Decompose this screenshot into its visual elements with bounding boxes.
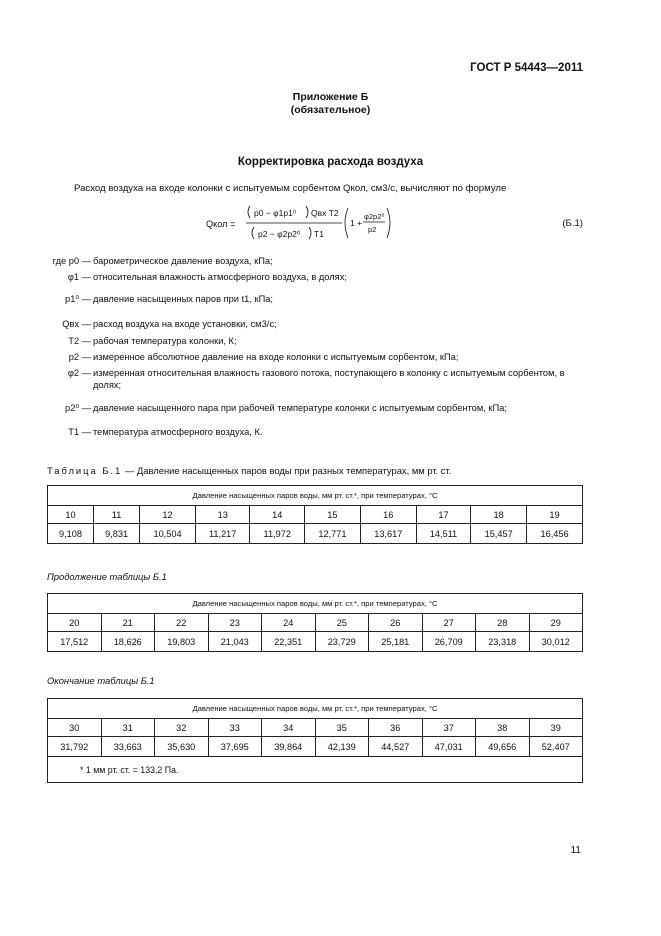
pressure-value-cell: 35,630	[155, 737, 209, 757]
temperature-cell: 27	[422, 614, 476, 632]
temperature-cell: 16	[360, 506, 416, 524]
temperature-cell: 12	[140, 506, 196, 524]
pressure-value-cell: 44,527	[369, 737, 423, 757]
table-caption-label: Таблица Б.1	[47, 465, 123, 476]
pressure-value-cell: 13,617	[360, 524, 416, 544]
section-title: Корректировка расхода воздуха	[237, 156, 424, 168]
svg-text:φ2p2⁰: φ2p2⁰	[364, 212, 385, 221]
variable-symbol: φ2 —	[67, 368, 91, 378]
pressure-table	[47, 698, 583, 783]
pressure-value-cell: 42,139	[315, 737, 369, 757]
temperature-cell: 34	[262, 719, 316, 737]
svg-text:Qвх T2: Qвх T2	[311, 208, 339, 218]
pressure-value-cell: 31,792	[48, 737, 102, 757]
table-header-cell: Давление насыщенных паров воды, мм рт. ст.*, при температурах, °С	[48, 594, 583, 614]
variable-description: барометрическое давление воздуха, кПа;	[93, 256, 273, 266]
temperature-cell: 37	[422, 719, 476, 737]
temperature-cell: 31	[101, 719, 155, 737]
temperature-cell: 30	[48, 719, 102, 737]
pressure-value-cell: 19,803	[155, 632, 209, 652]
pressure-value-cell: 9,831	[94, 524, 140, 544]
pressure-value-cell: 11,972	[250, 524, 305, 544]
temperature-cell: 38	[476, 719, 530, 737]
pressure-value-cell: 18,626	[101, 632, 155, 652]
variable-symbol: где p0 —	[52, 256, 91, 266]
pressure-value-cell: 9,108	[48, 524, 94, 544]
temperature-cell: 21	[101, 614, 155, 632]
temperature-cell: 17	[416, 506, 471, 524]
pressure-value-cell: 39,864	[262, 737, 316, 757]
pressure-value-cell: 26,709	[422, 632, 476, 652]
pressure-value-cell: 15,457	[471, 524, 527, 544]
appendix-title: Приложение Б	[292, 91, 369, 103]
temperature-cell: 36	[369, 719, 423, 737]
variable-symbol: p2 —	[68, 352, 91, 362]
appendix-note: (обязательное)	[290, 104, 371, 116]
temperature-cell: 35	[315, 719, 369, 737]
variable-description: рабочая температура колонки, К;	[93, 336, 237, 346]
table-header-cell: Давление насыщенных паров воды, мм рт. ст.*, при температурах, °С	[48, 486, 583, 506]
temperature-cell: 25	[315, 614, 369, 632]
temperature-cell: 28	[476, 614, 530, 632]
table-caption-text: — Давление насыщенных паров воды при разных температурах, мм рт. ст.	[124, 465, 452, 476]
pressure-value-cell: 23,318	[476, 632, 530, 652]
document-header: ГОСТ Р 54443—2011	[470, 62, 583, 74]
variable-symbol: φ1 —	[67, 272, 91, 282]
variable-description: давление насыщенных паров при t1, кПа;	[93, 294, 273, 304]
svg-text:p2: p2	[368, 225, 377, 234]
temperature-cell: 19	[527, 506, 583, 524]
pressure-value-cell: 37,695	[208, 737, 262, 757]
pressure-value-cell: 30,012	[529, 632, 583, 652]
pressure-value-cell: 12,771	[305, 524, 361, 544]
temperature-cell: 22	[155, 614, 209, 632]
variable-description: измеренное абсолютное давление на входе колонки с испытуемым сорбентом, кПа;	[93, 352, 459, 362]
temperature-cell: 39	[529, 719, 583, 737]
variable-symbol: Qвх —	[62, 319, 91, 329]
pressure-value-cell: 52,407	[529, 737, 583, 757]
pressure-value-cell: 33,663	[101, 737, 155, 757]
variable-symbol: T2 —	[68, 336, 91, 346]
variable-symbol: p2⁰ —	[65, 403, 91, 413]
pressure-value-cell: 22,351	[262, 632, 316, 652]
pressure-value-cell: 11,217	[195, 524, 250, 544]
svg-text:1 +: 1 +	[350, 218, 363, 228]
temperature-cell: 20	[48, 614, 102, 632]
variable-description: температура атмосферного воздуха, К.	[93, 427, 263, 437]
formula-body	[244, 200, 394, 248]
pressure-value-cell: 49,656	[476, 737, 530, 757]
temperature-cell: 18	[471, 506, 527, 524]
pressure-value-cell: 25,181	[369, 632, 423, 652]
table-footnote: * 1 мм рт. ст. = 133,2 Па.	[48, 757, 583, 783]
variable-symbol: T1 —	[68, 427, 91, 437]
variable-description: расход воздуха на входе установки, см3/с;	[93, 319, 277, 329]
variable-symbol: p1⁰ —	[65, 294, 91, 304]
pressure-value-cell: 47,031	[422, 737, 476, 757]
temperature-cell: 15	[305, 506, 361, 524]
temperature-cell: 11	[94, 506, 140, 524]
pressure-value-cell: 17,512	[48, 632, 102, 652]
table-caption	[47, 465, 451, 476]
pressure-value-cell: 16,456	[527, 524, 583, 544]
pressure-value-cell: 10,504	[140, 524, 196, 544]
svg-text:p2 − φ2p2⁰: p2 − φ2p2⁰	[258, 229, 301, 239]
temperature-cell: 33	[208, 719, 262, 737]
temperature-cell: 24	[262, 614, 316, 632]
temperature-cell: 23	[208, 614, 262, 632]
temperature-cell: 14	[250, 506, 305, 524]
formula-number: (Б.1)	[562, 218, 583, 229]
svg-text:p0 − φ1p1⁰: p0 − φ1p1⁰	[254, 208, 297, 218]
variable-description: относительная влажность атмосферного воздуха, в долях;	[93, 272, 347, 282]
temperature-cell: 32	[155, 719, 209, 737]
pressure-table	[47, 485, 583, 544]
variable-description: давление насыщенного пара при рабочей температуре колонки с испытуемым сорбентом, кПа;	[93, 403, 507, 413]
table-continuation-label: Продолжение таблицы Б.1	[47, 571, 167, 582]
temperature-cell: 29	[529, 614, 583, 632]
table-continuation-label: Окончание таблицы Б.1	[47, 675, 155, 686]
pressure-table	[47, 593, 583, 652]
temperature-cell: 10	[48, 506, 94, 524]
variable-description: измеренная относительная влажность газового потока, поступающего в колонку с испытуемым сорбентом, в долях;	[93, 368, 565, 390]
formula-lhs: Qкол =	[206, 219, 236, 229]
pressure-value-cell: 23,729	[315, 632, 369, 652]
intro-text: Расход воздуха на входе колонки с испытуемым сорбентом Qкол, см3/с, вычисляют по формуле	[74, 183, 507, 194]
svg-text:T1: T1	[314, 229, 324, 239]
table-header-cell: Давление насыщенных паров воды, мм рт. ст.*, при температурах, °С	[48, 699, 583, 719]
temperature-cell: 13	[195, 506, 250, 524]
pressure-value-cell: 21,043	[208, 632, 262, 652]
temperature-cell: 26	[369, 614, 423, 632]
pressure-value-cell: 14,511	[416, 524, 471, 544]
page-number: 11	[570, 845, 581, 856]
